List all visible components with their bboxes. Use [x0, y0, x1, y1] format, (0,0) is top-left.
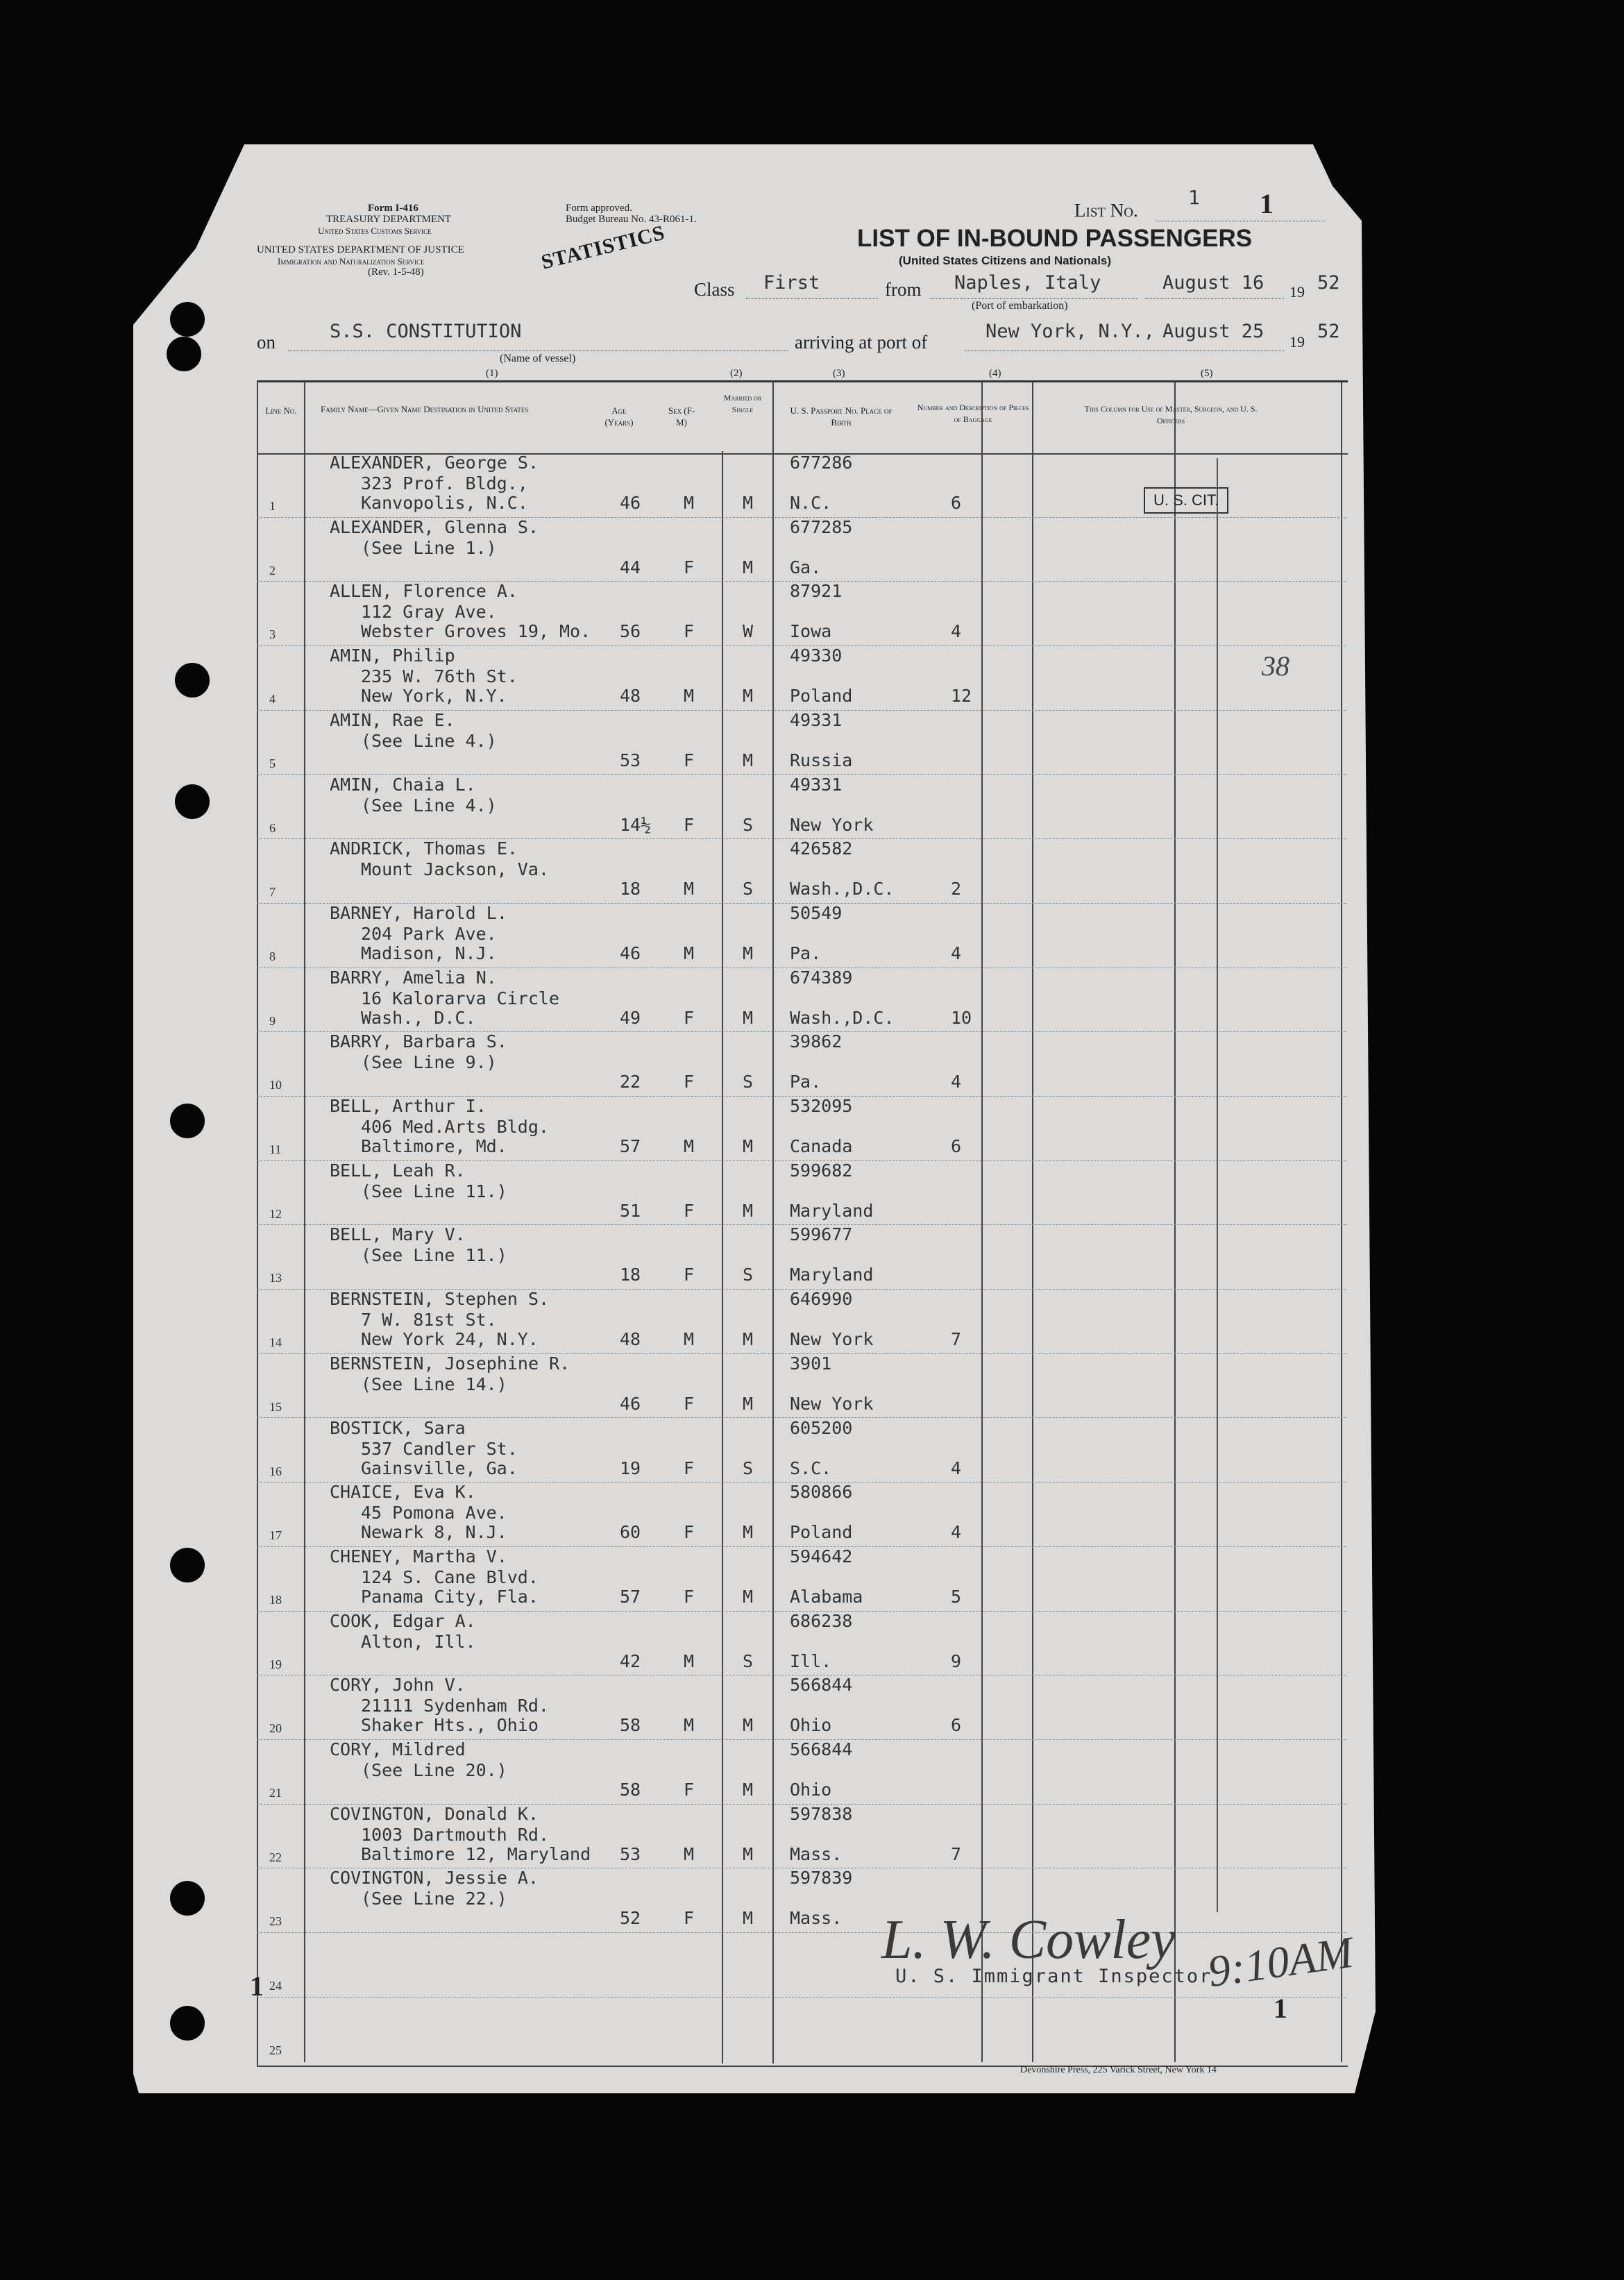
year-prefix: 19: [1289, 283, 1305, 301]
sex: F: [684, 1007, 695, 1028]
age: 48: [620, 686, 641, 707]
address-line: 124 S. Cane Blvd.: [361, 1567, 539, 1587]
passenger-name: BOSTICK, Sara: [330, 1417, 466, 1438]
table-row: [257, 1224, 1346, 1289]
address-line: (See Line 1.): [361, 537, 497, 558]
age: 56: [620, 621, 641, 642]
table-row: [257, 517, 1346, 582]
sex: M: [684, 879, 695, 900]
form-approved: Form approved.: [566, 203, 632, 214]
table-row: [257, 1096, 1346, 1160]
header-officers: This Column for Use of Master, Surgeon, and U. S. Officers: [1084, 404, 1258, 425]
table-row: [257, 710, 1346, 775]
table-row: [257, 581, 1346, 645]
marital-status: M: [743, 1329, 754, 1350]
destination-line: Madison, N.J.: [361, 943, 497, 963]
place-of-birth: New York: [790, 1393, 874, 1414]
place-of-birth: S.C.: [790, 1458, 832, 1478]
line-number: 7: [269, 885, 276, 900]
passenger-name: BARRY, Barbara S.: [330, 1031, 507, 1052]
line-number: 19: [269, 1657, 282, 1671]
budget-bureau: Budget Bureau No. 43-R061-1.: [566, 214, 697, 225]
age: 46: [620, 1393, 641, 1414]
age: 14½: [620, 814, 652, 835]
place-of-birth: Alabama: [790, 1586, 863, 1607]
port-of-embarkation: Naples, Italy: [954, 272, 1101, 294]
margin-count: 38: [1262, 650, 1289, 682]
destination-line: Baltimore, Md.: [361, 1136, 507, 1156]
sex: F: [684, 1908, 695, 1929]
passenger-name: AMIN, Rae E.: [330, 709, 455, 730]
sex: M: [684, 1329, 695, 1350]
line-number: 1: [269, 499, 276, 513]
place-of-birth: Maryland: [790, 1200, 874, 1221]
age: 52: [620, 1908, 641, 1929]
line-number: 21: [269, 1786, 282, 1800]
list-no-label: List No.: [1074, 200, 1138, 221]
age: 48: [620, 1329, 641, 1350]
header-line-no: Line No.: [265, 405, 297, 416]
baggage-count: 7: [951, 1329, 962, 1350]
sex: M: [684, 1136, 695, 1156]
line-number: 13: [269, 1271, 282, 1285]
sex: F: [684, 1265, 695, 1285]
marital-status: S: [743, 1265, 754, 1285]
header-married: Married or Single: [723, 393, 762, 414]
table-row: [257, 903, 1346, 968]
passenger-name: BELL, Mary V.: [330, 1224, 466, 1245]
document-title: LIST OF IN-BOUND PASSENGERS: [857, 225, 1253, 252]
age: 49: [620, 1007, 641, 1028]
age: 60: [620, 1522, 641, 1543]
place-of-birth: Ohio: [790, 1715, 832, 1736]
page-number: 1: [1274, 1993, 1287, 2024]
age: 53: [620, 750, 641, 770]
age: 58: [620, 1715, 641, 1736]
place-of-birth: Iowa: [790, 621, 832, 642]
baggage-count: 4: [951, 1458, 962, 1478]
baggage-count: 5: [951, 1586, 962, 1607]
header-name: Family Name—Given Name Destination in United States: [321, 404, 529, 414]
colnum-5: (5): [1201, 368, 1213, 379]
on-label: on: [257, 332, 276, 353]
passport-number: 594642: [790, 1546, 853, 1567]
sex: F: [684, 1780, 695, 1800]
line-number: 2: [269, 563, 276, 577]
sex: F: [684, 557, 695, 577]
passport-number: 87921: [790, 581, 843, 602]
baggage-count: 2: [951, 879, 962, 900]
passenger-name: COVINGTON, Jessie A.: [330, 1868, 539, 1889]
line-number: 5: [269, 756, 276, 770]
line-number: 18: [269, 1592, 282, 1607]
address-line: 204 Park Ave.: [361, 923, 497, 944]
passport-number: 646990: [790, 1289, 853, 1310]
arrival-date: August 25: [1162, 321, 1264, 342]
passport-number: 597839: [790, 1868, 853, 1889]
arrival-year: 52: [1317, 321, 1340, 342]
marital-status: S: [743, 1650, 754, 1671]
baggage-count: 6: [951, 493, 962, 513]
line-number: 23: [269, 1914, 282, 1929]
binder-hole: [170, 1881, 205, 1916]
table-row: [257, 645, 1346, 710]
place-of-birth: Mass.: [790, 1843, 843, 1864]
baggage-count: 9: [951, 1650, 962, 1671]
age: 19: [620, 1458, 641, 1478]
passport-number: 597838: [790, 1803, 853, 1824]
signing-time: 9:10AM: [1205, 1927, 1356, 1997]
marital-status: M: [743, 1522, 754, 1543]
baggage-count: 6: [951, 1136, 962, 1156]
age: 51: [620, 1200, 641, 1221]
marital-status: M: [743, 557, 754, 577]
destination-line: Wash., D.C.: [361, 1007, 476, 1028]
inspector-title: U. S. Immigrant Inspector: [895, 1966, 1212, 1987]
arrival-year-prefix: 19: [1289, 333, 1305, 351]
sex: F: [684, 1200, 695, 1221]
table-row: [257, 1611, 1346, 1675]
baggage-count: 10: [951, 1007, 972, 1028]
passenger-name: BERNSTEIN, Stephen S.: [330, 1289, 550, 1310]
passport-number: 39862: [790, 1031, 843, 1052]
marital-status: W: [743, 621, 754, 642]
table-row: [257, 1418, 1346, 1483]
address-line: 1003 Dartmouth Rd.: [361, 1824, 549, 1845]
line-number: 3: [269, 627, 276, 642]
passenger-name: BELL, Leah R.: [330, 1160, 466, 1181]
address-line: (See Line 22.): [361, 1889, 507, 1909]
header-baggage: Number and Description of Pieces of Baggage: [917, 403, 1029, 424]
marital-status: M: [743, 1908, 754, 1929]
place-of-birth: Pa.: [790, 943, 822, 963]
sex: F: [684, 750, 695, 770]
passenger-name: ALLEN, Florence A.: [330, 581, 518, 602]
passenger-name: CHAICE, Eva K.: [330, 1482, 476, 1503]
sex: F: [684, 1522, 695, 1543]
line-number: 22: [269, 1850, 282, 1864]
passenger-name: COOK, Edgar A.: [330, 1610, 476, 1631]
line-number: 10: [269, 1078, 282, 1092]
table-row: [257, 968, 1346, 1032]
from-label: from: [885, 279, 922, 300]
treasury-dept: TREASURY DEPARTMENT: [326, 214, 452, 225]
line-number: 8: [269, 949, 276, 963]
table-row: [257, 1675, 1346, 1739]
passenger-name: BERNSTEIN, Josephine R.: [330, 1353, 570, 1374]
marital-status: M: [743, 1780, 754, 1800]
class-label: Class: [694, 279, 735, 300]
baggage-count: 4: [951, 1522, 962, 1543]
passenger-name: CORY, John V.: [330, 1675, 466, 1696]
justice-dept: UNITED STATES DEPARTMENT OF JUSTICE: [257, 244, 464, 255]
list-no-hand: 1: [1260, 188, 1274, 219]
table-row: [257, 1289, 1346, 1353]
header-age: Age (Years): [604, 405, 634, 428]
passport-number: 532095: [790, 1096, 853, 1116]
line-number: 12: [269, 1206, 282, 1221]
colnum-1: (1): [486, 368, 498, 379]
passport-number: 566844: [790, 1675, 853, 1696]
line-number: 11: [269, 1142, 282, 1156]
passenger-name: BELL, Arthur I.: [330, 1096, 487, 1116]
passenger-name: ANDRICK, Thomas E.: [330, 838, 518, 859]
arriving-label: arriving at port of: [795, 332, 928, 353]
place-of-birth: New York: [790, 814, 874, 835]
passenger-name: BARRY, Amelia N.: [330, 967, 497, 988]
line-number: 9: [269, 1013, 276, 1028]
passport-number: 50549: [790, 902, 843, 923]
marital-status: M: [743, 750, 754, 770]
destination-line: Kanvopolis, N.C.: [361, 493, 528, 513]
address-line: 16 Kalorarva Circle: [361, 988, 559, 1008]
destination-line: New York 24, N.Y.: [361, 1329, 539, 1350]
destination-line: Shaker Hts., Ohio: [361, 1715, 539, 1736]
table-row: [257, 1160, 1346, 1225]
marital-status: M: [743, 1200, 754, 1221]
table-row: [257, 775, 1346, 839]
table-row: [257, 1997, 1346, 2061]
table-row: [257, 838, 1346, 903]
address-line: 406 Med.Arts Bldg.: [361, 1117, 549, 1137]
place-of-birth: Poland: [790, 686, 853, 707]
passport-number: 677286: [790, 453, 853, 473]
marital-status: M: [743, 1843, 754, 1864]
marital-status: M: [743, 1136, 754, 1156]
address-line: 21111 Sydenham Rd.: [361, 1696, 549, 1716]
departure-date: August 16: [1162, 272, 1264, 294]
colnum-2: (2): [730, 368, 743, 379]
table-row: [257, 1804, 1346, 1868]
passport-number: 49331: [790, 774, 843, 795]
marital-status: M: [743, 493, 754, 513]
vessel-name: S.S. CONSTITUTION: [330, 321, 522, 342]
sex: M: [684, 943, 695, 963]
address-line: 323 Prof. Bldg.,: [361, 473, 528, 493]
marital-status: S: [743, 1458, 754, 1478]
baggage-count: 4: [951, 621, 962, 642]
place-of-birth: Ga.: [790, 557, 822, 577]
destination-line: Webster Groves 19, Mo.: [361, 621, 591, 642]
place-of-birth: Mass.: [790, 1908, 843, 1929]
marital-status: S: [743, 879, 754, 900]
table-row: [257, 1353, 1346, 1418]
sex: F: [684, 1458, 695, 1478]
binder-hole: [170, 2006, 205, 2041]
binder-hole: [170, 1548, 205, 1582]
destination-line: Newark 8, N.J.: [361, 1522, 507, 1543]
form-number: Form I-416: [368, 203, 418, 214]
passport-number: 674389: [790, 967, 853, 988]
binder-hole: [175, 784, 210, 819]
pencil-line: [1217, 458, 1218, 1912]
baggage-count: 4: [951, 1072, 962, 1092]
sex: M: [684, 1650, 695, 1671]
sex: F: [684, 814, 695, 835]
vessel-caption: (Name of vessel): [500, 353, 576, 364]
line-number: 14: [269, 1335, 282, 1350]
passport-number: 3901: [790, 1353, 832, 1374]
age: 46: [620, 943, 641, 963]
passport-number: 677285: [790, 516, 853, 537]
passport-number: 599682: [790, 1160, 853, 1181]
address-line: Mount Jackson, Va.: [361, 859, 549, 880]
sex: F: [684, 1586, 695, 1607]
address-line: 7 W. 81st St.: [361, 1310, 497, 1331]
arrival-port: New York, N.Y.,: [986, 321, 1155, 342]
statistics-stamp: STATISTICS: [539, 221, 668, 274]
binder-hole: [167, 337, 201, 371]
place-of-birth: Ill.: [790, 1650, 832, 1671]
age: 46: [620, 493, 641, 513]
ins-service: Immigration and Naturalization Service: [278, 256, 425, 267]
destination-line: New York, N.Y.: [361, 686, 507, 707]
marital-status: S: [743, 1072, 754, 1092]
address-line: 537 Candler St.: [361, 1438, 518, 1459]
marital-status: M: [743, 1393, 754, 1414]
sex: F: [684, 1072, 695, 1092]
line-number: 17: [269, 1528, 282, 1543]
passenger-name: COVINGTON, Donald K.: [330, 1803, 539, 1824]
age: 57: [620, 1136, 641, 1156]
departure-year: 52: [1317, 272, 1340, 294]
address-line: (See Line 4.): [361, 795, 497, 816]
passport-number: 49330: [790, 645, 843, 666]
table-row: [257, 1482, 1346, 1546]
sex: M: [684, 493, 695, 513]
us-citizen-stamp: U. S. CIT.: [1144, 487, 1228, 514]
margin-number: 1: [250, 1970, 264, 2002]
address-line: Alton, Ill.: [361, 1631, 476, 1652]
age: 58: [620, 1780, 641, 1800]
address-line: (See Line 11.): [361, 1181, 507, 1201]
line-number: 24: [269, 1979, 282, 1993]
colnum-4: (4): [989, 368, 1001, 379]
sex: M: [684, 1715, 695, 1736]
baggage-count: 4: [951, 943, 962, 963]
place-of-birth: New York: [790, 1329, 874, 1350]
inspector-signature: L. W. Cowley: [881, 1909, 1176, 1970]
place-of-birth: Pa.: [790, 1072, 822, 1092]
marital-status: S: [743, 814, 754, 835]
binder-hole: [175, 663, 210, 698]
place-of-birth: Canada: [790, 1136, 853, 1156]
line-number: 6: [269, 820, 276, 835]
marital-status: M: [743, 943, 754, 963]
table-row: [257, 1868, 1346, 1932]
document-subtitle: (United States Citizens and Nationals): [899, 254, 1112, 267]
destination-line: Panama City, Fla.: [361, 1586, 539, 1607]
line-number: 4: [269, 692, 276, 707]
sex: M: [684, 686, 695, 707]
printer-footer: Devonshire Press, 225 Varick Street, New York 14: [1020, 2065, 1217, 2075]
address-line: 235 W. 76th St.: [361, 666, 518, 687]
address-line: (See Line 9.): [361, 1052, 497, 1073]
table-row: [257, 1031, 1346, 1096]
table-row: [257, 1546, 1346, 1611]
passport-number: 49331: [790, 709, 843, 730]
age: 22: [620, 1072, 641, 1092]
baggage-count: 12: [951, 686, 972, 707]
sex: F: [684, 621, 695, 642]
marital-status: M: [743, 1007, 754, 1028]
binder-hole: [170, 302, 205, 337]
address-line: (See Line 11.): [361, 1245, 507, 1266]
embark-caption: (Port of embarkation): [972, 300, 1068, 312]
header-passport: U. S. Passport No. Place of Birth: [790, 405, 893, 428]
baggage-count: 7: [951, 1843, 962, 1864]
address-line: (See Line 14.): [361, 1374, 507, 1394]
passenger-name: AMIN, Philip: [330, 645, 455, 666]
line-number: 25: [269, 2043, 282, 2057]
class-value: First: [763, 272, 820, 294]
passenger-name: ALEXANDER, George S.: [330, 453, 539, 473]
age: 57: [620, 1586, 641, 1607]
passport-number: 580866: [790, 1482, 853, 1503]
passport-number: 426582: [790, 838, 853, 859]
passport-number: 686238: [790, 1610, 853, 1631]
marital-status: M: [743, 1586, 754, 1607]
age: 42: [620, 1650, 641, 1671]
form-revision: (Rev. 1-5-48): [368, 267, 424, 278]
age: 53: [620, 1843, 641, 1864]
passport-number: 605200: [790, 1417, 853, 1438]
place-of-birth: Russia: [790, 750, 853, 770]
destination-line: Gainsville, Ga.: [361, 1458, 518, 1478]
passport-number: 566844: [790, 1739, 853, 1759]
place-of-birth: Ohio: [790, 1780, 832, 1800]
sex: F: [684, 1393, 695, 1414]
line-number: 16: [269, 1464, 282, 1478]
place-of-birth: Wash.,D.C.: [790, 879, 895, 900]
passenger-name: BARNEY, Harold L.: [330, 902, 507, 923]
place-of-birth: Maryland: [790, 1265, 874, 1285]
binder-hole: [170, 1104, 205, 1138]
destination-line: Baltimore 12, Maryland: [361, 1843, 591, 1864]
age: 18: [620, 879, 641, 900]
sex: M: [684, 1843, 695, 1864]
address-line: (See Line 4.): [361, 730, 497, 751]
customs-service: United States Customs Service: [318, 226, 432, 236]
passport-number: 599677: [790, 1224, 853, 1245]
age: 18: [620, 1265, 641, 1285]
passenger-name: AMIN, Chaia L.: [330, 774, 476, 795]
table-row: [257, 1739, 1346, 1804]
address-line: 112 Gray Ave.: [361, 602, 497, 623]
list-no-typed: 1: [1188, 186, 1200, 209]
line-number: 20: [269, 1721, 282, 1736]
place-of-birth: N.C.: [790, 493, 832, 513]
colnum-3: (3): [833, 368, 845, 379]
address-line: 45 Pomona Ave.: [361, 1503, 507, 1523]
line-number: 15: [269, 1399, 282, 1414]
address-line: (See Line 20.): [361, 1760, 507, 1780]
place-of-birth: Wash.,D.C.: [790, 1007, 895, 1028]
marital-status: M: [743, 1715, 754, 1736]
baggage-count: 6: [951, 1715, 962, 1736]
header-sex: Sex (F-M): [668, 405, 695, 428]
passenger-name: CHENEY, Martha V.: [330, 1546, 507, 1567]
age: 44: [620, 557, 641, 577]
marital-status: M: [743, 686, 754, 707]
passenger-name: CORY, Mildred: [330, 1739, 466, 1759]
passenger-name: ALEXANDER, Glenna S.: [330, 516, 539, 537]
place-of-birth: Poland: [790, 1522, 853, 1543]
